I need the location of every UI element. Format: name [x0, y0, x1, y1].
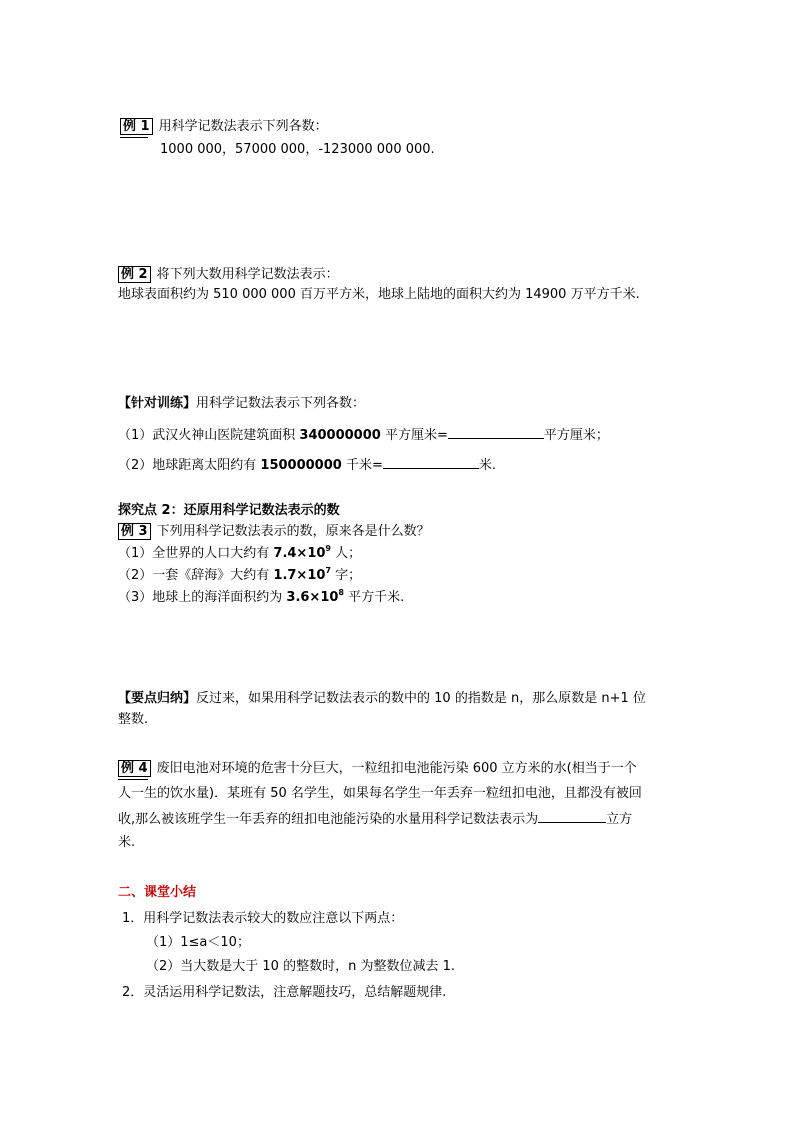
example2-text: 地球表面积约为 510 000 000 百万平方米，地球上陆地的面积大约为 14900 万平方千米. [118, 287, 640, 302]
example1-numbers: 1000 000，57000 000，-123000 000 000. [160, 142, 435, 157]
summary-point-1b: （2）当大数是大于 10 的整数时，n 为整数位减去 1. [146, 959, 455, 974]
example4-text-3: 收,那么被该班学生一年丢弃的纽扣电池能污染的水量用科学记数法表示为 [118, 812, 539, 827]
training-item2-number: 150000000 [260, 458, 342, 473]
summary-point-1: 1．用科学记数法表示较大的数应注意以下两点： [122, 911, 404, 926]
keypoints-text: 反过来，如果用科学记数法表示的数中的 10 的指数是 n，那么原数是 n+1 位 [196, 691, 646, 706]
answer-blank-2[interactable] [383, 456, 479, 469]
training-prompt: 用科学记数法表示下列各数： [196, 396, 366, 411]
example2-prompt: 将下列大数用科学记数法表示： [156, 267, 339, 282]
answer-blank-3[interactable] [538, 810, 606, 823]
example3-item3-exponent: 8 [338, 588, 344, 597]
keypoints-line-1 [118, 690, 646, 708]
training-item2-unit: 千米= [341, 458, 383, 473]
example3-item1-value [273, 546, 331, 561]
example1-prompt: 用科学记数法表示下列各数： [158, 119, 328, 134]
keypoints-title: 【要点归纳】 [118, 691, 197, 706]
example3-item1-suffix: 人； [331, 546, 362, 561]
example3-item-1 [118, 545, 361, 563]
example1-line [120, 118, 328, 136]
example3-item2-suffix: 字； [331, 568, 362, 583]
training-title: 【针对训练】 [118, 396, 197, 411]
example3-tag: 例 3 [118, 523, 151, 540]
training-item1-suffix: 平方厘米； [543, 428, 609, 443]
example1-tag-underline [120, 137, 148, 138]
answer-blank-1[interactable] [448, 426, 544, 439]
example2-line [118, 266, 339, 284]
example4-line-2: 人一生的饮水量)．某班有 50 名学生，如果每名学生一年丢弃一粒纽扣电池，且都没有被回 [118, 786, 642, 801]
example3-item3-base: 3.6×10 [286, 590, 339, 605]
example3-item2-value [273, 568, 331, 583]
example4-line-4: 米. [118, 835, 136, 850]
example3-item-2 [118, 567, 361, 585]
training-item2-text: （2）地球距离太阳约有 [118, 458, 261, 473]
example3-item3-text: （3）地球上的海洋面积约为 [118, 590, 287, 605]
example4-tag: 例 4 [118, 760, 151, 777]
training-item1-text: （1）武汉火神山医院建筑面积 [118, 428, 300, 443]
training-item1-unit: 平方厘米= [380, 428, 448, 443]
explore2-heading: 探究点 2：还原用科学记数法表示的数 [118, 503, 340, 518]
example3-line [118, 523, 430, 541]
example3-item-3 [118, 589, 404, 607]
example3-prompt: 下列用科学记数法表示的数，原来各是什么数？ [156, 524, 430, 539]
summary-heading: 二、课堂小结 [118, 885, 197, 900]
summary-point-2: 2．灵活运用科学记数法，注意解题技巧，总结解题规律. [122, 985, 447, 1000]
training-intro [118, 395, 365, 413]
example3-item1-base: 7.4×10 [273, 546, 326, 561]
summary-point-1a: （1）1≤a＜10； [146, 935, 250, 950]
example1-tag: 例 1 [120, 118, 153, 135]
example4-text-1: 废旧电池对环境的危害十分巨大，一粒纽扣电池能污染 600 立方米的水(相当于一个 [156, 761, 637, 776]
example4-tag-underline [118, 779, 148, 780]
keypoints-line-2: 整数. [118, 712, 149, 727]
example3-item2-exponent: 7 [325, 566, 331, 575]
example3-item2-text: （2）一套《辞海》大约有 [118, 568, 274, 583]
example4-line-1 [118, 760, 637, 778]
training-item2-suffix: 米. [478, 458, 496, 473]
example3-item2-base: 1.7×10 [273, 568, 326, 583]
example2-tag: 例 2 [118, 266, 151, 283]
training-item-2 [118, 456, 496, 475]
training-item-1 [118, 426, 609, 445]
example4-text-3-suffix: 立方 [606, 812, 633, 827]
example4-line-3 [118, 810, 632, 829]
example3-item3-suffix: 平方千米. [344, 590, 405, 605]
training-item1-number: 340000000 [299, 428, 381, 443]
example3-item3-value [286, 590, 344, 605]
example3-item1-exponent: 9 [325, 544, 331, 553]
example3-item1-text: （1）全世界的人口大约有 [118, 546, 274, 561]
